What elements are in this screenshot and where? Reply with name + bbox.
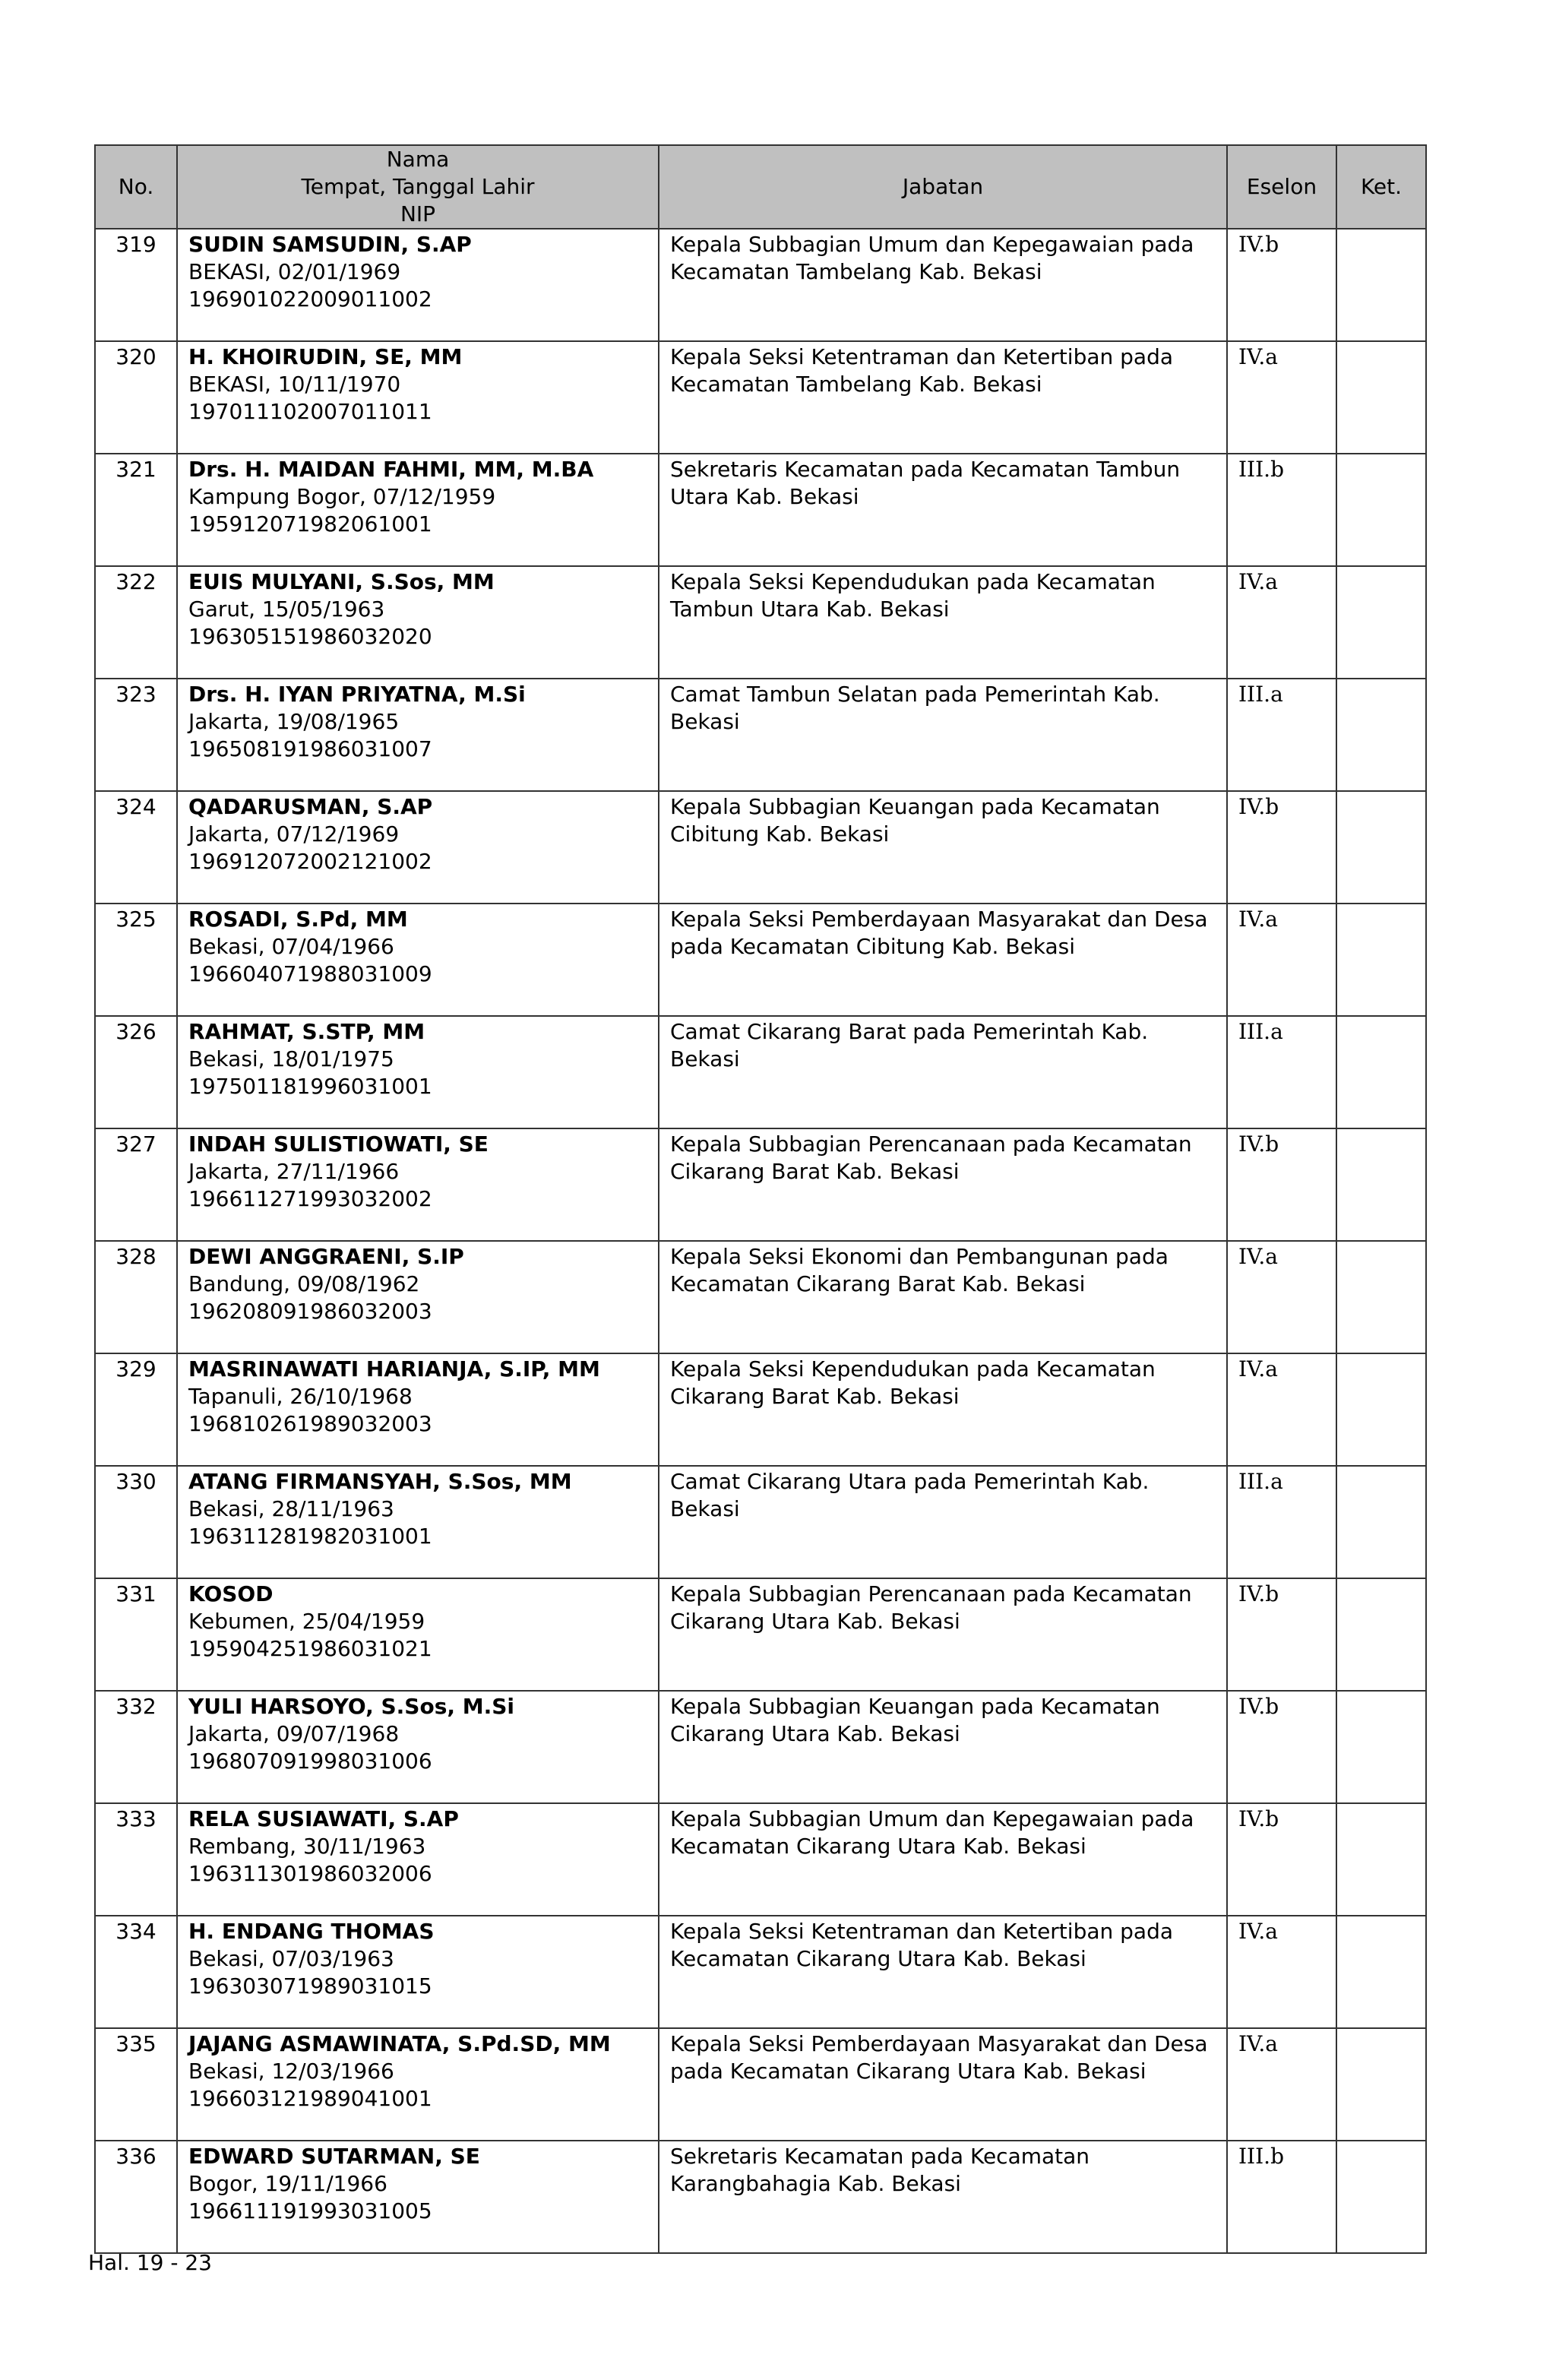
header-nama-line: Nama: [386, 147, 450, 172]
row-nip: 196311301986032006: [188, 1861, 432, 1886]
row-number: 326: [95, 1016, 177, 1128]
row-name: RELA SUSIAWATI, S.AP: [188, 1806, 459, 1831]
row-name: EDWARD SUTARMAN, SE: [188, 2144, 480, 2169]
row-remarks: [1336, 2028, 1426, 2141]
row-position: Sekretaris Kecamatan pada Kecamatan Tambun Utara Kab. Bekasi: [659, 454, 1227, 566]
table-body: [95, 229, 1426, 2253]
row-nip: 195904251986031021: [188, 1636, 432, 1661]
row-number: 330: [95, 1466, 177, 1578]
row-remarks: [1336, 1803, 1426, 1916]
row-name: ROSADI, S.Pd, MM: [188, 907, 408, 932]
table-row: [95, 1578, 1426, 1691]
row-echelon: IV.a: [1227, 1916, 1336, 2028]
table-header: [95, 145, 1426, 229]
row-birth: Jakarta, 19/08/1965: [188, 709, 400, 734]
row-echelon: III.b: [1227, 454, 1336, 566]
table-row: [95, 904, 1426, 1016]
row-remarks: [1336, 1916, 1426, 2028]
page-number: Hal. 19 - 23: [88, 2250, 212, 2275]
row-remarks: [1336, 1691, 1426, 1803]
table-row: [95, 679, 1426, 791]
row-birth: BEKASI, 02/01/1969: [188, 259, 401, 284]
row-number: 321: [95, 454, 177, 566]
row-nip: 196912072002121002: [188, 849, 432, 874]
table-row: [95, 1916, 1426, 2028]
row-remarks: [1336, 341, 1426, 454]
row-birth: Bekasi, 12/03/1966: [188, 2059, 394, 2084]
row-name: H. KHOIRUDIN, SE, MM: [188, 344, 463, 369]
row-remarks: [1336, 904, 1426, 1016]
table-row: [95, 1466, 1426, 1578]
header-ttl-line: Tempat, Tanggal Lahir: [301, 174, 535, 199]
row-echelon: III.a: [1227, 1466, 1336, 1578]
header-jabatan: Jabatan: [659, 145, 1227, 229]
row-birth: Jakarta, 09/07/1968: [188, 1721, 400, 1746]
row-number: 328: [95, 1241, 177, 1353]
row-identity: [177, 1016, 659, 1128]
row-identity: [177, 566, 659, 679]
header-no: No.: [95, 145, 177, 229]
row-number: 319: [95, 229, 177, 341]
row-name: EUIS MULYANI, S.Sos, MM: [188, 569, 495, 594]
row-echelon: IV.b: [1227, 791, 1336, 904]
row-birth: Bogor, 19/11/1966: [188, 2171, 387, 2196]
row-birth: Kebumen, 25/04/1959: [188, 1609, 425, 1634]
row-echelon: IV.a: [1227, 341, 1336, 454]
row-position: Camat Tambun Selatan pada Pemerintah Kab. Bekasi: [659, 679, 1227, 791]
table-row: [95, 566, 1426, 679]
row-identity: [177, 791, 659, 904]
row-remarks: [1336, 1578, 1426, 1691]
table-row: [95, 791, 1426, 904]
row-birth: Jakarta, 27/11/1966: [188, 1159, 400, 1184]
row-echelon: IV.b: [1227, 1578, 1336, 1691]
row-name: RAHMAT, S.STP, MM: [188, 1019, 425, 1044]
header-nama: [177, 145, 659, 229]
row-name: KOSOD: [188, 1581, 274, 1606]
row-number: 320: [95, 341, 177, 454]
row-identity: [177, 1241, 659, 1353]
header-nip-line: NIP: [400, 201, 436, 226]
row-position: Kepala Subbagian Perencanaan pada Kecamatan Cikarang Barat Kab. Bekasi: [659, 1128, 1227, 1241]
row-echelon: III.b: [1227, 2141, 1336, 2253]
row-number: 336: [95, 2141, 177, 2253]
row-nip: 195912071982061001: [188, 511, 432, 536]
row-number: 333: [95, 1803, 177, 1916]
row-position: Kepala Seksi Pemberdayaan Masyarakat dan Desa pada Kecamatan Cikarang Utara Kab. Bekasi: [659, 2028, 1227, 2141]
row-echelon: IV.a: [1227, 1241, 1336, 1353]
row-birth: Bekasi, 28/11/1963: [188, 1496, 394, 1521]
row-position: Kepala Seksi Pemberdayaan Masyarakat dan Desa pada Kecamatan Cibitung Kab. Bekasi: [659, 904, 1227, 1016]
row-birth: Kampung Bogor, 07/12/1959: [188, 484, 496, 509]
row-remarks: [1336, 566, 1426, 679]
row-remarks: [1336, 1241, 1426, 1353]
row-birth: Bekasi, 18/01/1975: [188, 1046, 394, 1071]
row-nip: 196604071988031009: [188, 961, 432, 986]
table-row: [95, 454, 1426, 566]
row-identity: [177, 454, 659, 566]
row-echelon: IV.a: [1227, 1353, 1336, 1466]
row-identity: [177, 2028, 659, 2141]
row-position: Sekretaris Kecamatan pada Kecamatan Karangbahagia Kab. Bekasi: [659, 2141, 1227, 2253]
row-birth: Bekasi, 07/04/1966: [188, 934, 394, 959]
row-echelon: IV.b: [1227, 1803, 1336, 1916]
table-row: [95, 1241, 1426, 1353]
row-position: Camat Cikarang Barat pada Pemerintah Kab. Bekasi: [659, 1016, 1227, 1128]
row-name: YULI HARSOYO, S.Sos, M.Si: [188, 1694, 515, 1719]
row-remarks: [1336, 1466, 1426, 1578]
row-nip: 196303071989031015: [188, 1973, 432, 1999]
row-position: Kepala Seksi Ekonomi dan Pembangunan pada Kecamatan Cikarang Barat Kab. Bekasi: [659, 1241, 1227, 1353]
row-remarks: [1336, 679, 1426, 791]
header-ket: Ket.: [1336, 145, 1426, 229]
row-name: JAJANG ASMAWINATA, S.Pd.SD, MM: [188, 2031, 611, 2056]
row-identity: [177, 904, 659, 1016]
row-echelon: III.a: [1227, 1016, 1336, 1128]
row-echelon: IV.a: [1227, 2028, 1336, 2141]
row-echelon: IV.a: [1227, 904, 1336, 1016]
row-name: DEWI ANGGRAENI, S.IP: [188, 1244, 464, 1269]
row-name: MASRINAWATI HARIANJA, S.IP, MM: [188, 1356, 600, 1381]
row-birth: Bekasi, 07/03/1963: [188, 1946, 394, 1971]
row-position: Kepala Seksi Ketentraman dan Ketertiban pada Kecamatan Cikarang Utara Kab. Bekasi: [659, 1916, 1227, 2028]
row-nip: 196311281982031001: [188, 1524, 432, 1549]
row-birth: Rembang, 30/11/1963: [188, 1834, 426, 1859]
row-nip: 196305151986032020: [188, 624, 432, 649]
row-identity: [177, 2141, 659, 2253]
row-position: Kepala Seksi Ketentraman dan Ketertiban pada Kecamatan Tambelang Kab. Bekasi: [659, 341, 1227, 454]
row-number: 334: [95, 1916, 177, 2028]
row-birth: Bandung, 09/08/1962: [188, 1271, 420, 1296]
officials-table: [94, 144, 1427, 2254]
row-name: INDAH SULISTIOWATI, SE: [188, 1131, 489, 1157]
row-name: QADARUSMAN, S.AP: [188, 794, 433, 819]
row-birth: Garut, 15/05/1963: [188, 597, 385, 622]
row-remarks: [1336, 1128, 1426, 1241]
row-name: ATANG FIRMANSYAH, S.Sos, MM: [188, 1469, 572, 1494]
row-position: Kepala Subbagian Umum dan Kepegawaian pada Kecamatan Cikarang Utara Kab. Bekasi: [659, 1803, 1227, 1916]
row-nip: 196807091998031006: [188, 1749, 432, 1774]
table-row: [95, 341, 1426, 454]
row-position: Kepala Subbagian Perencanaan pada Kecamatan Cikarang Utara Kab. Bekasi: [659, 1578, 1227, 1691]
row-number: 322: [95, 566, 177, 679]
row-remarks: [1336, 454, 1426, 566]
row-position: Camat Cikarang Utara pada Pemerintah Kab. Bekasi: [659, 1466, 1227, 1578]
row-number: 331: [95, 1578, 177, 1691]
row-nip: 196901022009011002: [188, 286, 432, 312]
row-identity: [177, 679, 659, 791]
row-echelon: IV.b: [1227, 1128, 1336, 1241]
row-number: 327: [95, 1128, 177, 1241]
row-remarks: [1336, 1353, 1426, 1466]
row-number: 323: [95, 679, 177, 791]
table-row: [95, 1016, 1426, 1128]
row-nip: 196208091986032003: [188, 1299, 432, 1324]
row-name: Drs. H. IYAN PRIYATNA, M.Si: [188, 682, 526, 707]
row-number: 335: [95, 2028, 177, 2141]
row-number: 329: [95, 1353, 177, 1466]
row-identity: [177, 1691, 659, 1803]
row-nip: 196611271993032002: [188, 1186, 432, 1211]
row-name: SUDIN SAMSUDIN, S.AP: [188, 232, 472, 257]
row-identity: [177, 1466, 659, 1578]
row-echelon: IV.b: [1227, 1691, 1336, 1803]
row-number: 324: [95, 791, 177, 904]
row-nip: 196611191993031005: [188, 2198, 432, 2223]
row-remarks: [1336, 229, 1426, 341]
table-row: [95, 1691, 1426, 1803]
header-eselon: Eselon: [1227, 145, 1336, 229]
row-identity: [177, 1803, 659, 1916]
row-birth: BEKASI, 10/11/1970: [188, 372, 401, 397]
table-row: [95, 229, 1426, 341]
row-nip: 197501181996031001: [188, 1074, 432, 1099]
row-identity: [177, 1353, 659, 1466]
row-nip: 197011102007011011: [188, 399, 432, 424]
row-remarks: [1336, 2141, 1426, 2253]
row-echelon: IV.b: [1227, 229, 1336, 341]
table-row: [95, 2028, 1426, 2141]
row-position: Kepala Subbagian Keuangan pada Kecamatan Cikarang Utara Kab. Bekasi: [659, 1691, 1227, 1803]
table-row: [95, 1803, 1426, 1916]
row-position: Kepala Subbagian Umum dan Kepegawaian pada Kecamatan Tambelang Kab. Bekasi: [659, 229, 1227, 341]
row-identity: [177, 1128, 659, 1241]
row-birth: Jakarta, 07/12/1969: [188, 821, 400, 847]
row-identity: [177, 1578, 659, 1691]
row-name: Drs. H. MAIDAN FAHMI, MM, M.BA: [188, 457, 594, 482]
row-echelon: IV.a: [1227, 566, 1336, 679]
row-position: Kepala Seksi Kependudukan pada Kecamatan Tambun Utara Kab. Bekasi: [659, 566, 1227, 679]
row-position: Kepala Seksi Kependudukan pada Kecamatan Cikarang Barat Kab. Bekasi: [659, 1353, 1227, 1466]
row-remarks: [1336, 1016, 1426, 1128]
row-nip: 196810261989032003: [188, 1411, 432, 1436]
row-nip: 196603121989041001: [188, 2086, 432, 2111]
row-echelon: III.a: [1227, 679, 1336, 791]
row-nip: 196508191986031007: [188, 736, 432, 761]
row-name: H. ENDANG THOMAS: [188, 1919, 435, 1944]
table-row: [95, 1353, 1426, 1466]
row-position: Kepala Subbagian Keuangan pada Kecamatan Cibitung Kab. Bekasi: [659, 791, 1227, 904]
table-row: [95, 2141, 1426, 2253]
row-birth: Tapanuli, 26/10/1968: [188, 1384, 413, 1409]
row-identity: [177, 341, 659, 454]
row-number: 332: [95, 1691, 177, 1803]
row-number: 325: [95, 904, 177, 1016]
table-row: [95, 1128, 1426, 1241]
row-remarks: [1336, 791, 1426, 904]
row-identity: [177, 1916, 659, 2028]
row-identity: [177, 229, 659, 341]
